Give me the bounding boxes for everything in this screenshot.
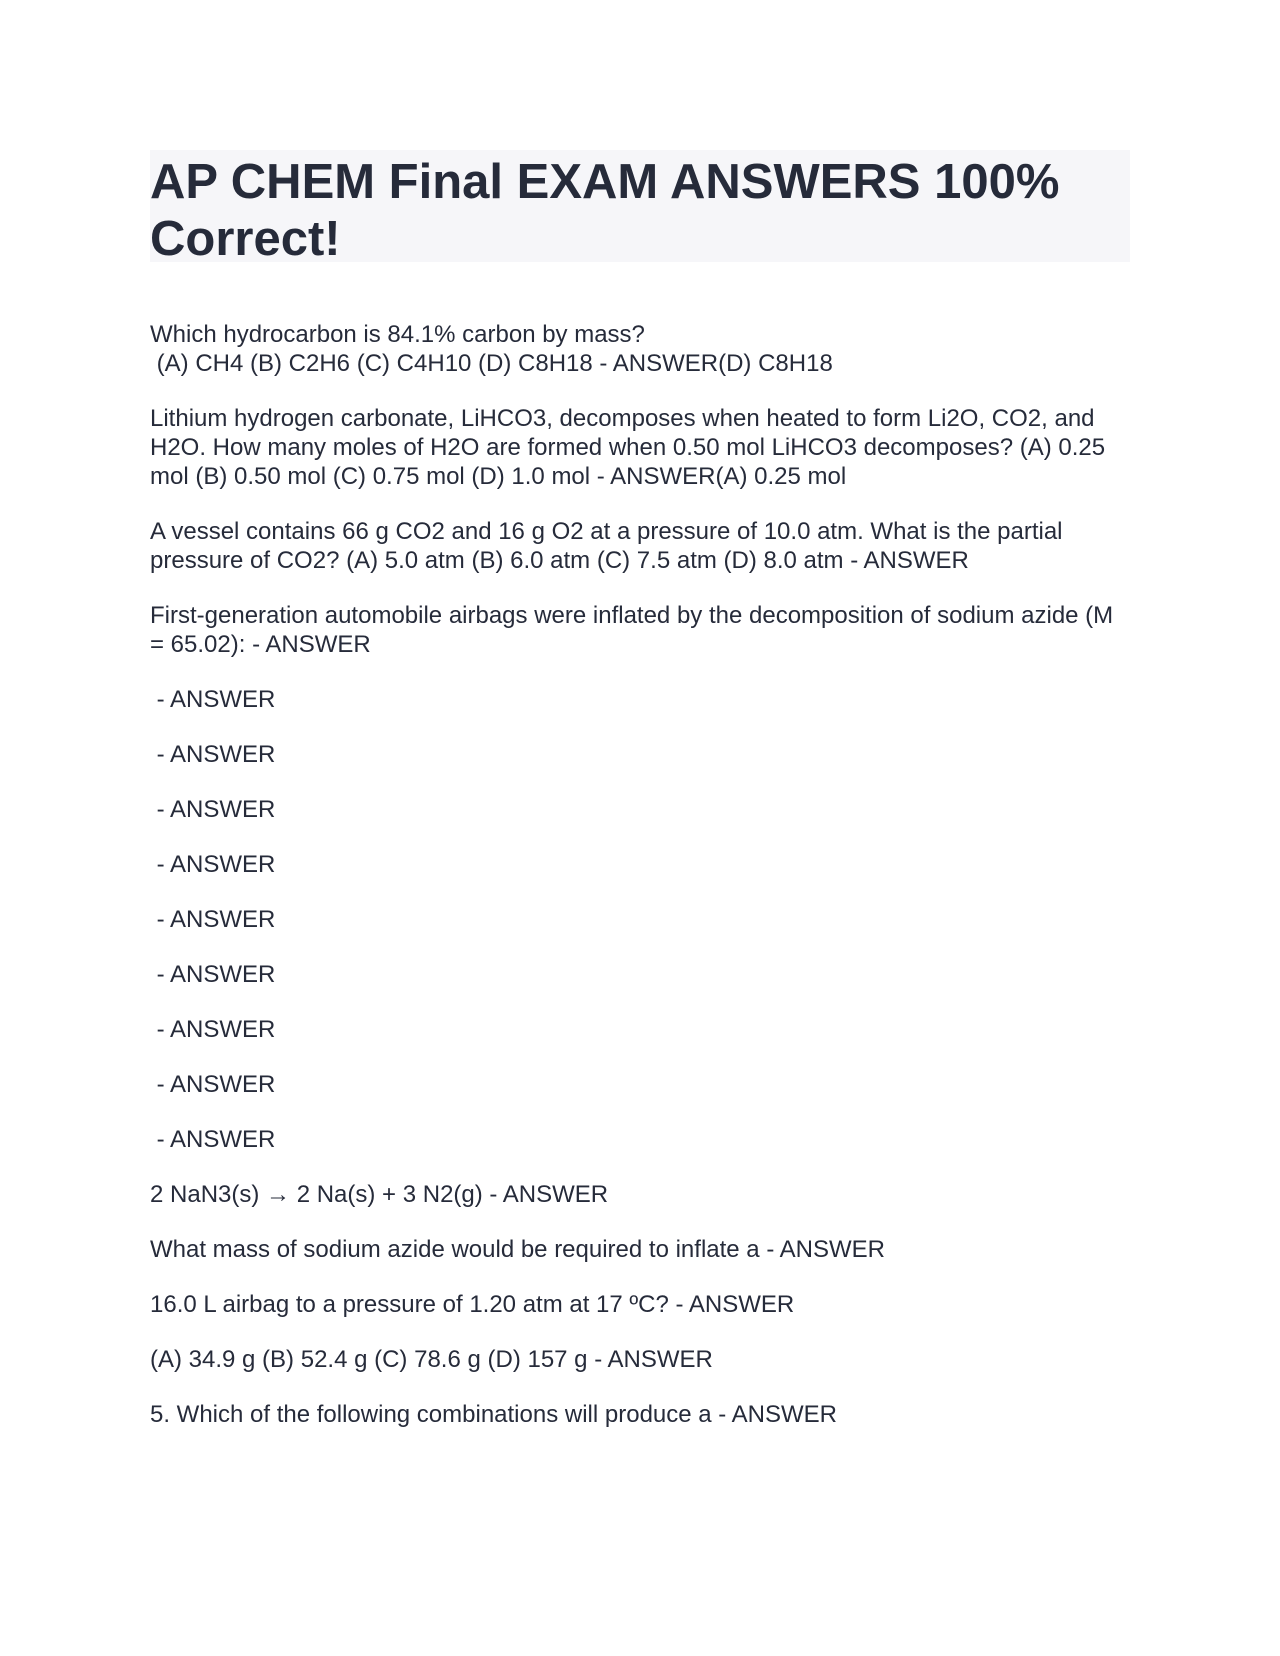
question-paragraph: 16.0 L airbag to a pressure of 1.20 atm at 17 ºC? - ANSWER [150, 1291, 795, 1318]
equation-line: 2 NaN3(s) → 2 Na(s) + 3 N2(g) - ANSWER [150, 1181, 609, 1208]
question-paragraph: Lithium hydrogen carbonate, LiHCO3, decomposes when heated to form Li2O, CO2, and H2O. How many moles of H2O are formed when 0.50 mol LiHCO3 decomposes? (A) 0.25 mol (B) 0.50 mol (C) 0.75 mol (D) 1.0 mol - ANSWER(A) 0.25 mol [150, 405, 1112, 490]
question-paragraph: Which hydrocarbon is 84.1% carbon by mass? (A) CH4 (B) C2H6 (C) C4H10 (D) C8H18 - ANSWER(D) C8H18 [150, 321, 833, 377]
answer-line: - ANSWER [150, 1071, 276, 1098]
answer-line: - ANSWER [150, 686, 276, 713]
question-paragraph: (A) 34.9 g (B) 52.4 g (C) 78.6 g (D) 157 g - ANSWER [150, 1346, 713, 1373]
question-paragraph: First-generation automobile airbags were inflated by the decomposition of sodium azide (M = 65.02): - ANSWER [150, 602, 1120, 658]
document-body [150, 320, 1130, 1429]
answer-line: - ANSWER [150, 1016, 276, 1043]
document-title: AP CHEM Final EXAM ANSWERS 100% Correct! [150, 155, 1060, 266]
answer-line: - ANSWER [150, 796, 276, 823]
answer-line: - ANSWER [150, 1126, 276, 1153]
question-paragraph: What mass of sodium azide would be required to inflate a - ANSWER [150, 1236, 885, 1263]
answer-line: - ANSWER [150, 961, 276, 988]
answer-line: - ANSWER [150, 851, 276, 878]
title-banner [150, 150, 1130, 266]
question-paragraph: 5. Which of the following combinations will produce a - ANSWER [150, 1401, 837, 1428]
answer-line: - ANSWER [150, 906, 276, 933]
document-page [150, 150, 1130, 1455]
question-paragraph: A vessel contains 66 g CO2 and 16 g O2 at a pressure of 10.0 atm. What is the partial pressure of CO2? (A) 5.0 atm (B) 6.0 atm (C) 7.5 atm (D) 8.0 atm - ANSWER [150, 518, 1070, 574]
answer-line: - ANSWER [150, 741, 276, 768]
